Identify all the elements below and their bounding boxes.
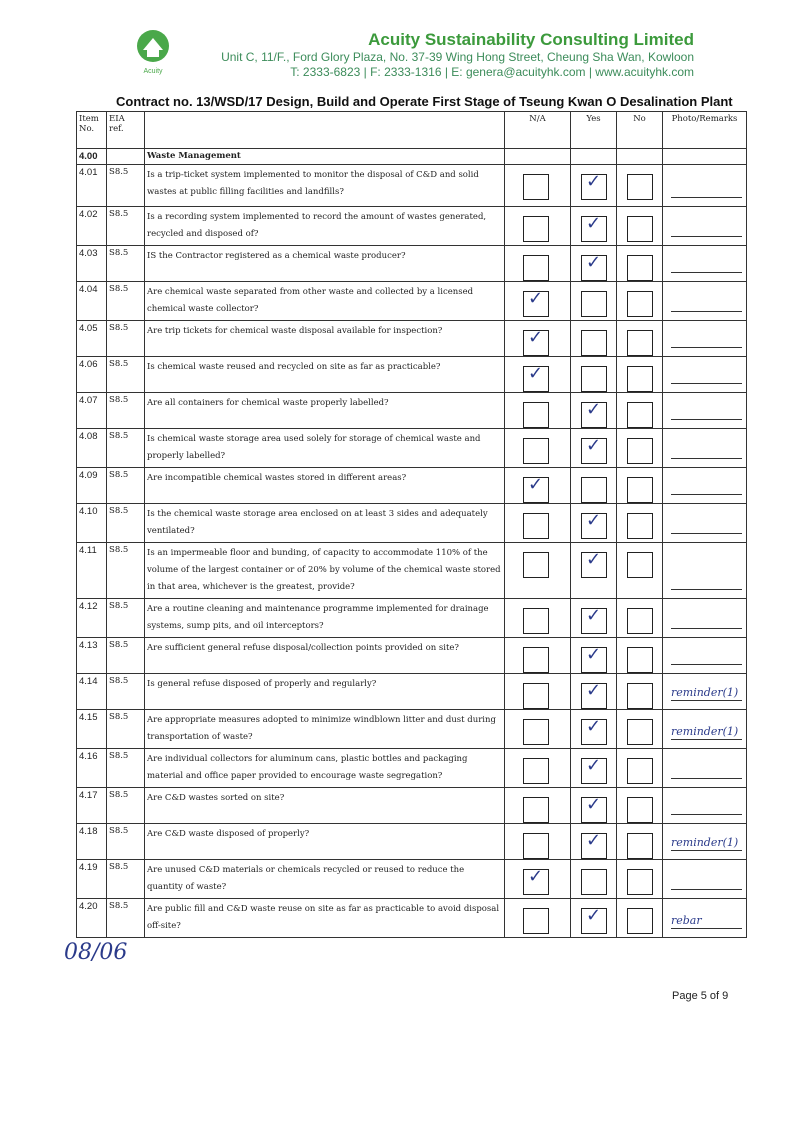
checkbox-cell-na bbox=[505, 674, 571, 710]
check-mark-icon: ✓ bbox=[586, 680, 602, 701]
remarks-cell bbox=[663, 599, 747, 638]
checkbox-cell-no bbox=[617, 321, 663, 357]
company-header bbox=[221, 30, 694, 80]
check-mark-icon: ✓ bbox=[586, 794, 602, 815]
table-row bbox=[77, 321, 747, 357]
item-number: 4.09 bbox=[77, 468, 107, 504]
item-number: 4.08 bbox=[77, 429, 107, 468]
checkbox-cell-yes bbox=[571, 638, 617, 674]
checkbox-cell-na bbox=[505, 860, 571, 899]
checkbox-cell-no bbox=[617, 899, 663, 938]
eia-ref: S8.5 bbox=[107, 638, 145, 674]
item-number: 4.18 bbox=[77, 824, 107, 860]
eia-ref: S8.5 bbox=[107, 788, 145, 824]
item-number: 4.07 bbox=[77, 393, 107, 429]
check-mark-icon: ✓ bbox=[528, 363, 544, 384]
checkbox-yes[interactable] bbox=[581, 477, 607, 503]
table-row bbox=[77, 165, 747, 207]
checkbox-na[interactable] bbox=[523, 552, 549, 578]
remarks-line bbox=[671, 458, 742, 459]
section-title: Waste Management bbox=[145, 149, 505, 165]
checkbox-na[interactable] bbox=[523, 438, 549, 464]
remarks-cell bbox=[663, 899, 747, 938]
check-mark-icon: ✓ bbox=[586, 716, 602, 737]
eia-ref: S8.5 bbox=[107, 674, 145, 710]
remark-text: reminder(1) bbox=[671, 686, 739, 699]
table-row bbox=[77, 543, 747, 599]
remarks-line bbox=[671, 928, 742, 929]
check-mark-icon: ✓ bbox=[586, 213, 602, 234]
checkbox-no[interactable] bbox=[627, 255, 653, 281]
item-number: 4.10 bbox=[77, 504, 107, 543]
question-text: Are appropriate measures adopted to minimize windblown litter and dust during transportation of waste? bbox=[145, 710, 505, 749]
question-text: Is general refuse disposed of properly and regularly? bbox=[145, 674, 505, 710]
table-row bbox=[77, 468, 747, 504]
checkbox-no[interactable] bbox=[627, 797, 653, 823]
eia-ref: S8.5 bbox=[107, 824, 145, 860]
remarks-line bbox=[671, 628, 742, 629]
checkbox-cell-no bbox=[617, 788, 663, 824]
table-row bbox=[77, 429, 747, 468]
eia-ref: S8.5 bbox=[107, 543, 145, 599]
checkbox-no[interactable] bbox=[627, 647, 653, 673]
checkbox-na[interactable] bbox=[523, 608, 549, 634]
remarks-cell bbox=[663, 638, 747, 674]
company-logo bbox=[118, 28, 188, 80]
checkbox-na[interactable] bbox=[523, 513, 549, 539]
handwritten-date: 08/06 bbox=[64, 940, 128, 965]
item-number: 4.03 bbox=[77, 246, 107, 282]
question-text: Are unused C&D materials or chemicals recycled or reused to reduce the quantity of waste? bbox=[145, 860, 505, 899]
question-text: Are C&D waste disposed of properly? bbox=[145, 824, 505, 860]
checkbox-no[interactable] bbox=[627, 216, 653, 242]
checkbox-no[interactable] bbox=[627, 366, 653, 392]
checkbox-cell-yes bbox=[571, 165, 617, 207]
checkbox-cell-no bbox=[617, 638, 663, 674]
check-mark-icon: ✓ bbox=[586, 905, 602, 926]
checkbox-cell-no bbox=[617, 357, 663, 393]
checkbox-cell-na bbox=[505, 638, 571, 674]
table-row bbox=[77, 674, 747, 710]
checkbox-cell-na bbox=[505, 543, 571, 599]
remarks-cell bbox=[663, 429, 747, 468]
item-number: 4.13 bbox=[77, 638, 107, 674]
item-number: 4.06 bbox=[77, 357, 107, 393]
table-row bbox=[77, 788, 747, 824]
checkbox-cell-no bbox=[617, 824, 663, 860]
checkbox-cell-yes bbox=[571, 543, 617, 599]
item-number: 4.01 bbox=[77, 165, 107, 207]
checkbox-cell-na bbox=[505, 321, 571, 357]
remarks-cell bbox=[663, 674, 747, 710]
question-text: Are individual collectors for aluminum cans, plastic bottles and packaging material and office paper provided to encourage waste segregation? bbox=[145, 749, 505, 788]
checkbox-cell-na bbox=[505, 246, 571, 282]
question-text: Are public fill and C&D waste reuse on site as far as practicable to avoid disposal off-site? bbox=[145, 899, 505, 938]
check-mark-icon: ✓ bbox=[586, 644, 602, 665]
check-mark-icon: ✓ bbox=[586, 435, 602, 456]
eia-ref: S8.5 bbox=[107, 429, 145, 468]
check-mark-icon: ✓ bbox=[528, 474, 544, 495]
remark-text: reminder(1) bbox=[671, 836, 739, 849]
remarks-cell bbox=[663, 468, 747, 504]
check-mark-icon: ✓ bbox=[528, 327, 544, 348]
table-header-row bbox=[77, 112, 747, 149]
checkbox-na[interactable] bbox=[523, 174, 549, 200]
remarks-cell bbox=[663, 504, 747, 543]
table-row bbox=[77, 207, 747, 246]
checkbox-cell-na bbox=[505, 468, 571, 504]
checkbox-cell-no bbox=[617, 710, 663, 749]
check-mark-icon: ✓ bbox=[586, 510, 602, 531]
item-number: 4.17 bbox=[77, 788, 107, 824]
checkbox-no[interactable] bbox=[627, 869, 653, 895]
remarks-line bbox=[671, 197, 742, 198]
company-contact: T: 2333-6823 | F: 2333-1316 | E: genera@acuityhk.com | www.acuityhk.com bbox=[290, 65, 694, 79]
table-row bbox=[77, 504, 747, 543]
remarks-line bbox=[671, 889, 742, 890]
remark-text: reminder(1) bbox=[671, 725, 739, 738]
remarks-cell bbox=[663, 246, 747, 282]
remarks-line bbox=[671, 778, 742, 779]
checkbox-na[interactable] bbox=[523, 647, 549, 673]
header-item: Item No. bbox=[77, 112, 107, 149]
table-row bbox=[77, 393, 747, 429]
table-row bbox=[77, 638, 747, 674]
item-number: 4.02 bbox=[77, 207, 107, 246]
checkbox-no[interactable] bbox=[627, 552, 653, 578]
question-text: Are all containers for chemical waste properly labelled? bbox=[145, 393, 505, 429]
item-number: 4.20 bbox=[77, 899, 107, 938]
eia-ref: S8.5 bbox=[107, 860, 145, 899]
table-row bbox=[77, 282, 747, 321]
checkbox-yes[interactable] bbox=[581, 366, 607, 392]
eia-ref: S8.5 bbox=[107, 749, 145, 788]
question-text: Is chemical waste reused and recycled on site as far as practicable? bbox=[145, 357, 505, 393]
remarks-cell bbox=[663, 860, 747, 899]
contract-title: Contract no. 13/WSD/17 Design, Build and Operate First Stage of Tseung Kwan O Desalination Plant bbox=[116, 94, 733, 109]
question-text: Is an impermeable floor and bunding, of capacity to accommodate 110% of the volume of the largest container or of 20% by volume of the chemical waste stored in that area, whichever is the greatest, provide? bbox=[145, 543, 505, 599]
remarks-cell bbox=[663, 165, 747, 207]
checkbox-cell-no bbox=[617, 282, 663, 321]
checkbox-yes[interactable] bbox=[581, 330, 607, 356]
checkbox-cell-na bbox=[505, 357, 571, 393]
remarks-line bbox=[671, 589, 742, 590]
checkbox-no[interactable] bbox=[627, 174, 653, 200]
check-mark-icon: ✓ bbox=[586, 399, 602, 420]
company-address: Unit C, 11/F., Ford Glory Plaza, No. 37-39 Wing Hong Street, Cheung Sha Wan, Kowloon bbox=[221, 50, 694, 64]
question-text: Is a recording system implemented to record the amount of wastes generated, recycled and disposed of? bbox=[145, 207, 505, 246]
question-text: Are chemical waste separated from other waste and collected by a licensed chemical waste collector? bbox=[145, 282, 505, 321]
checkbox-cell-yes bbox=[571, 282, 617, 321]
eia-ref: S8.5 bbox=[107, 393, 145, 429]
remarks-line bbox=[671, 272, 742, 273]
checkbox-cell-yes bbox=[571, 321, 617, 357]
remarks-cell bbox=[663, 393, 747, 429]
eia-ref: S8.5 bbox=[107, 165, 145, 207]
eia-ref: S8.5 bbox=[107, 710, 145, 749]
remarks-cell bbox=[663, 824, 747, 860]
check-mark-icon: ✓ bbox=[586, 830, 602, 851]
question-text: Are trip tickets for chemical waste disposal available for inspection? bbox=[145, 321, 505, 357]
remarks-line bbox=[671, 383, 742, 384]
table-row bbox=[77, 860, 747, 899]
checkbox-no[interactable] bbox=[627, 608, 653, 634]
item-number: 4.16 bbox=[77, 749, 107, 788]
checkbox-cell-yes bbox=[571, 504, 617, 543]
remarks-line bbox=[671, 814, 742, 815]
question-text: Is a trip-ticket system implemented to monitor the disposal of C&D and solid wastes at public filling facilities and landfills? bbox=[145, 165, 505, 207]
checkbox-no[interactable] bbox=[627, 908, 653, 934]
company-name: Acuity Sustainability Consulting Limited bbox=[368, 30, 694, 49]
checkbox-cell-yes bbox=[571, 674, 617, 710]
item-number: 4.15 bbox=[77, 710, 107, 749]
checkbox-cell-na bbox=[505, 749, 571, 788]
eia-ref: S8.5 bbox=[107, 599, 145, 638]
checkbox-na[interactable] bbox=[523, 908, 549, 934]
checkbox-cell-yes bbox=[571, 246, 617, 282]
checkbox-no[interactable] bbox=[627, 513, 653, 539]
section-row bbox=[77, 149, 747, 165]
checkbox-cell-no bbox=[617, 246, 663, 282]
checkbox-no[interactable] bbox=[627, 330, 653, 356]
remarks-line bbox=[671, 700, 742, 701]
eia-ref: S8.5 bbox=[107, 321, 145, 357]
checkbox-na[interactable] bbox=[523, 719, 549, 745]
checkbox-no[interactable] bbox=[627, 438, 653, 464]
checkbox-cell-yes bbox=[571, 788, 617, 824]
remarks-cell bbox=[663, 788, 747, 824]
section-number: 4.00 bbox=[77, 149, 107, 165]
checkbox-na[interactable] bbox=[523, 402, 549, 428]
table-row bbox=[77, 357, 747, 393]
header-na: N/A bbox=[505, 112, 571, 149]
question-text: Is chemical waste storage area used solely for storage of chemical waste and properly labelled? bbox=[145, 429, 505, 468]
checkbox-na[interactable] bbox=[523, 833, 549, 859]
question-text: IS the Contractor registered as a chemical waste producer? bbox=[145, 246, 505, 282]
checkbox-no[interactable] bbox=[627, 683, 653, 709]
remarks-line bbox=[671, 664, 742, 665]
check-mark-icon: ✓ bbox=[586, 549, 602, 570]
checkbox-cell-yes bbox=[571, 710, 617, 749]
remarks-line bbox=[671, 311, 742, 312]
checkbox-cell-no bbox=[617, 599, 663, 638]
eia-ref: S8.5 bbox=[107, 899, 145, 938]
checkbox-na[interactable] bbox=[523, 797, 549, 823]
checkbox-cell-no bbox=[617, 393, 663, 429]
checkbox-cell-na bbox=[505, 504, 571, 543]
checkbox-cell-yes bbox=[571, 207, 617, 246]
checkbox-cell-na bbox=[505, 599, 571, 638]
checkbox-cell-no bbox=[617, 468, 663, 504]
table-row bbox=[77, 246, 747, 282]
checkbox-na[interactable] bbox=[523, 255, 549, 281]
checkbox-cell-na bbox=[505, 429, 571, 468]
checkbox-no[interactable] bbox=[627, 758, 653, 784]
checkbox-no[interactable] bbox=[627, 719, 653, 745]
page-number: Page 5 of 9 bbox=[672, 990, 729, 1002]
checkbox-cell-na bbox=[505, 207, 571, 246]
check-mark-icon: ✓ bbox=[586, 171, 602, 192]
checkbox-yes[interactable] bbox=[581, 869, 607, 895]
eia-ref: S8.5 bbox=[107, 282, 145, 321]
checkbox-no[interactable] bbox=[627, 477, 653, 503]
remarks-cell bbox=[663, 282, 747, 321]
table-row bbox=[77, 710, 747, 749]
eia-ref: S8.5 bbox=[107, 357, 145, 393]
eia-ref: S8.5 bbox=[107, 207, 145, 246]
question-text: Are incompatible chemical wastes stored in different areas? bbox=[145, 468, 505, 504]
item-number: 4.12 bbox=[77, 599, 107, 638]
question-text: Are a routine cleaning and maintenance programme implemented for drainage systems, sump pits, and oil interceptors? bbox=[145, 599, 505, 638]
checkbox-cell-na bbox=[505, 710, 571, 749]
checkbox-cell-yes bbox=[571, 860, 617, 899]
question-text: Is the chemical waste storage area enclosed on at least 3 sides and adequately ventilated? bbox=[145, 504, 505, 543]
table-row bbox=[77, 824, 747, 860]
checkbox-cell-no bbox=[617, 860, 663, 899]
checkbox-no[interactable] bbox=[627, 833, 653, 859]
checkbox-cell-na bbox=[505, 393, 571, 429]
remarks-line bbox=[671, 236, 742, 237]
item-number: 4.05 bbox=[77, 321, 107, 357]
check-mark-icon: ✓ bbox=[586, 605, 602, 626]
table-row bbox=[77, 599, 747, 638]
remarks-line bbox=[671, 494, 742, 495]
checkbox-cell-yes bbox=[571, 468, 617, 504]
eia-ref: S8.5 bbox=[107, 504, 145, 543]
checkbox-na[interactable] bbox=[523, 216, 549, 242]
remarks-cell bbox=[663, 710, 747, 749]
checkbox-cell-yes bbox=[571, 599, 617, 638]
checkbox-cell-yes bbox=[571, 824, 617, 860]
remarks-line bbox=[671, 419, 742, 420]
remarks-line bbox=[671, 533, 742, 534]
remarks-line bbox=[671, 850, 742, 851]
check-mark-icon: ✓ bbox=[528, 288, 544, 309]
eia-ref: S8.5 bbox=[107, 246, 145, 282]
checkbox-cell-na bbox=[505, 165, 571, 207]
checkbox-cell-no bbox=[617, 165, 663, 207]
remark-text: rebar bbox=[671, 914, 702, 927]
question-text: Are C&D wastes sorted on site? bbox=[145, 788, 505, 824]
logo-text: Acuity bbox=[143, 68, 163, 75]
header-no: No bbox=[617, 112, 663, 149]
item-number: 4.19 bbox=[77, 860, 107, 899]
checkbox-na[interactable] bbox=[523, 683, 549, 709]
check-mark-icon: ✓ bbox=[586, 755, 602, 776]
checkbox-cell-yes bbox=[571, 357, 617, 393]
checklist-table bbox=[76, 111, 747, 938]
checkbox-cell-no bbox=[617, 749, 663, 788]
remarks-cell bbox=[663, 207, 747, 246]
checkbox-cell-na bbox=[505, 899, 571, 938]
check-mark-icon: ✓ bbox=[528, 866, 544, 887]
checkbox-cell-no bbox=[617, 674, 663, 710]
checkbox-no[interactable] bbox=[627, 291, 653, 317]
item-number: 4.11 bbox=[77, 543, 107, 599]
remarks-cell bbox=[663, 543, 747, 599]
checkbox-cell-no bbox=[617, 504, 663, 543]
checkbox-cell-no bbox=[617, 207, 663, 246]
checkbox-yes[interactable] bbox=[581, 291, 607, 317]
checkbox-cell-na bbox=[505, 824, 571, 860]
checkbox-no[interactable] bbox=[627, 402, 653, 428]
question-text: Are sufficient general refuse disposal/collection points provided on site? bbox=[145, 638, 505, 674]
remarks-line bbox=[671, 347, 742, 348]
remarks-cell bbox=[663, 321, 747, 357]
checkbox-cell-yes bbox=[571, 749, 617, 788]
header-eia: EIA ref. bbox=[107, 112, 145, 149]
table-row bbox=[77, 899, 747, 938]
remarks-cell bbox=[663, 357, 747, 393]
checkbox-na[interactable] bbox=[523, 758, 549, 784]
table-row bbox=[77, 749, 747, 788]
item-number: 4.04 bbox=[77, 282, 107, 321]
checkbox-cell-yes bbox=[571, 429, 617, 468]
header-yes: Yes bbox=[571, 112, 617, 149]
checkbox-cell-na bbox=[505, 282, 571, 321]
check-mark-icon: ✓ bbox=[586, 252, 602, 273]
checkbox-cell-na bbox=[505, 788, 571, 824]
checkbox-cell-yes bbox=[571, 899, 617, 938]
checkbox-cell-no bbox=[617, 543, 663, 599]
checkbox-cell-no bbox=[617, 429, 663, 468]
header-remarks: Photo/Remarks bbox=[663, 112, 747, 149]
item-number: 4.14 bbox=[77, 674, 107, 710]
remarks-cell bbox=[663, 749, 747, 788]
remarks-line bbox=[671, 739, 742, 740]
eia-ref: S8.5 bbox=[107, 468, 145, 504]
checkbox-cell-yes bbox=[571, 393, 617, 429]
